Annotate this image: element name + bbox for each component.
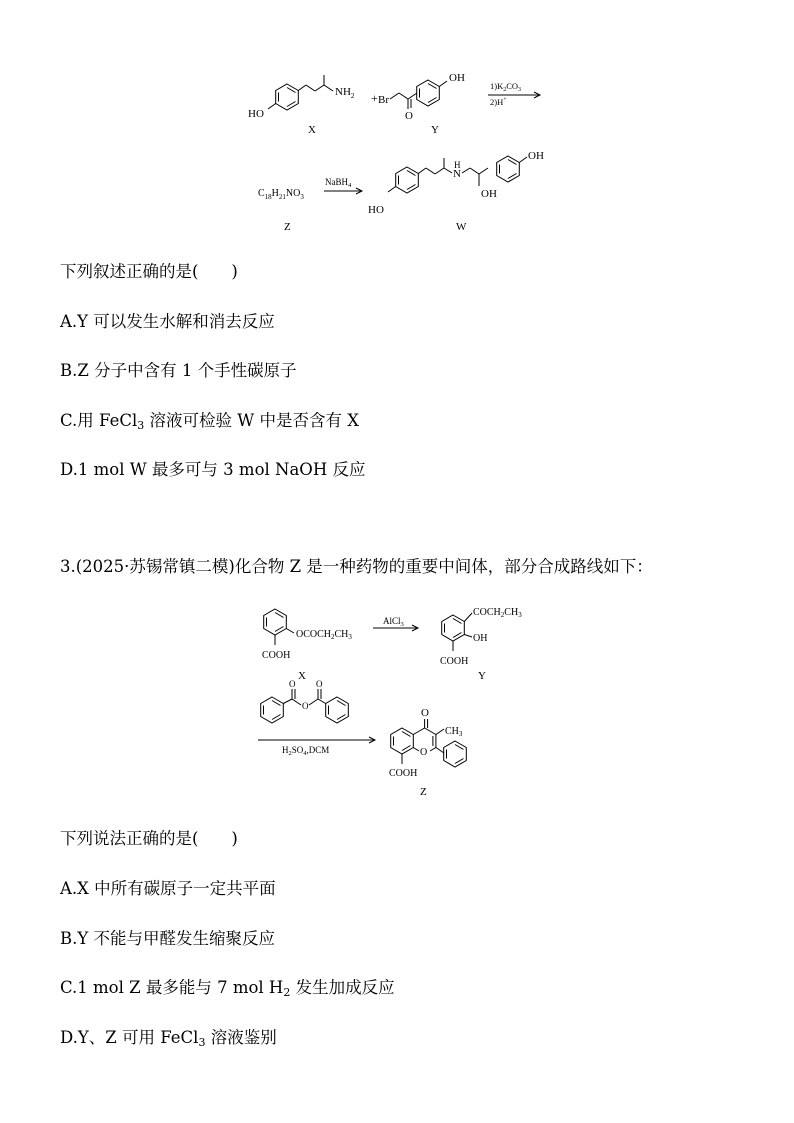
q2-y-br: Br: [378, 94, 389, 106]
q3-y-oh: OH: [473, 633, 488, 644]
q3-option-d-post: 溶液鉴别: [205, 1028, 277, 1047]
q2-w-oh: OH: [481, 188, 497, 200]
q2-option-c-pre: C.用 FeCl: [60, 411, 138, 430]
q3-z-o-ring: O: [420, 747, 428, 758]
q2-label-w: W: [456, 221, 467, 233]
q3-option-c-sub: 2: [283, 986, 291, 999]
q3-anh-o3: O: [316, 679, 323, 689]
q2-w-n: N: [453, 168, 461, 180]
q3-option-c[interactable]: [60, 977, 395, 1004]
q2-w-ho: HO: [368, 204, 384, 216]
q2-label-y: Y: [431, 124, 439, 136]
q2-label-x: X: [308, 124, 316, 136]
q3-z-o-keto: O: [421, 707, 429, 719]
q3-label-z: Z: [420, 786, 427, 798]
q3-option-c-post: 发生加成反应: [290, 978, 395, 997]
q3-conditions: $H_2SO_4,DCM$: [282, 745, 330, 757]
q3-x-substituent: $OCOCH_2CH_3$: [296, 629, 352, 641]
q2-option-d[interactable]: D.1 mol W 最多可与 3 mol NaOH 反应: [60, 460, 366, 479]
q2-option-c-sub: 3: [137, 419, 145, 432]
q2-w-oh-ring: OH: [528, 150, 544, 162]
q3-z-ch3: $CH_3$: [445, 726, 463, 738]
q3-x-cooh: COOH: [262, 650, 291, 661]
q3-option-c-pre: C.1 mol Z 最多能与 7 mol H: [60, 978, 284, 997]
q2-reagent-1a: $1)K_2CO_3$: [490, 81, 522, 93]
q2-reagent-2: NaBH$_4$: [325, 177, 352, 189]
q2-plus: +: [371, 91, 378, 105]
q3-option-b[interactable]: B.Y 不能与甲醛发生缩聚反应: [60, 929, 276, 948]
q2-x-nh2: $NH_2$: [335, 86, 355, 100]
q3-title: 3.(2025·苏锡常镇二模)化合物 Z 是一种药物的重要中间体，部分合成路线如下：: [60, 557, 653, 576]
q2-option-b[interactable]: B.Z 分子中含有 1 个手性碳原子: [60, 361, 297, 380]
q3-reagent-alcl3: AlCl$_3$: [383, 616, 404, 628]
q3-y-substituent: $COCH_2CH_3$: [473, 607, 522, 619]
q3-label-y: Y: [478, 670, 486, 682]
q3-option-d[interactable]: [60, 1027, 277, 1054]
q3-option-d-sub: 3: [198, 1036, 206, 1049]
q2-scheme-drawing: [240, 55, 560, 235]
q3-z-cooh: COOH: [389, 768, 418, 779]
q2-option-a[interactable]: A.Y 可以发生水解和消去反应: [60, 312, 275, 331]
q2-label-z: Z: [284, 221, 291, 233]
q2-x-ho: HO: [248, 108, 264, 120]
q2-y-o: O: [405, 110, 413, 122]
q3-stem: 下列说法正确的是( ): [60, 829, 238, 848]
q3-scheme-drawing: [240, 595, 560, 805]
q3-label-x: X: [298, 670, 306, 682]
q2-option-c-post: 溶液可检验 W 中是否含有 X: [144, 411, 359, 430]
q3-y-cooh: COOH: [440, 656, 469, 667]
q2-y-oh: OH: [449, 72, 465, 84]
q3-option-a[interactable]: A.X 中所有碳原子一定共平面: [60, 879, 276, 898]
q3-reaction-scheme: [240, 595, 560, 805]
q2-reagent-1b: 2)H+: [490, 97, 507, 107]
q2-option-c[interactable]: [60, 410, 359, 437]
q3-anh-o1: O: [289, 679, 296, 689]
q2-stem: 下列叙述正确的是( ): [60, 262, 238, 281]
q3-option-d-pre: D.Y、Z 可用 FeCl: [60, 1028, 199, 1047]
q3-anh-o2: O: [302, 701, 309, 711]
q2-z-formula: $C_{18}H_{21}NO_3$: [258, 188, 304, 201]
q2-w-nh-h: H: [454, 160, 461, 170]
q2-reaction-scheme: [240, 55, 560, 235]
